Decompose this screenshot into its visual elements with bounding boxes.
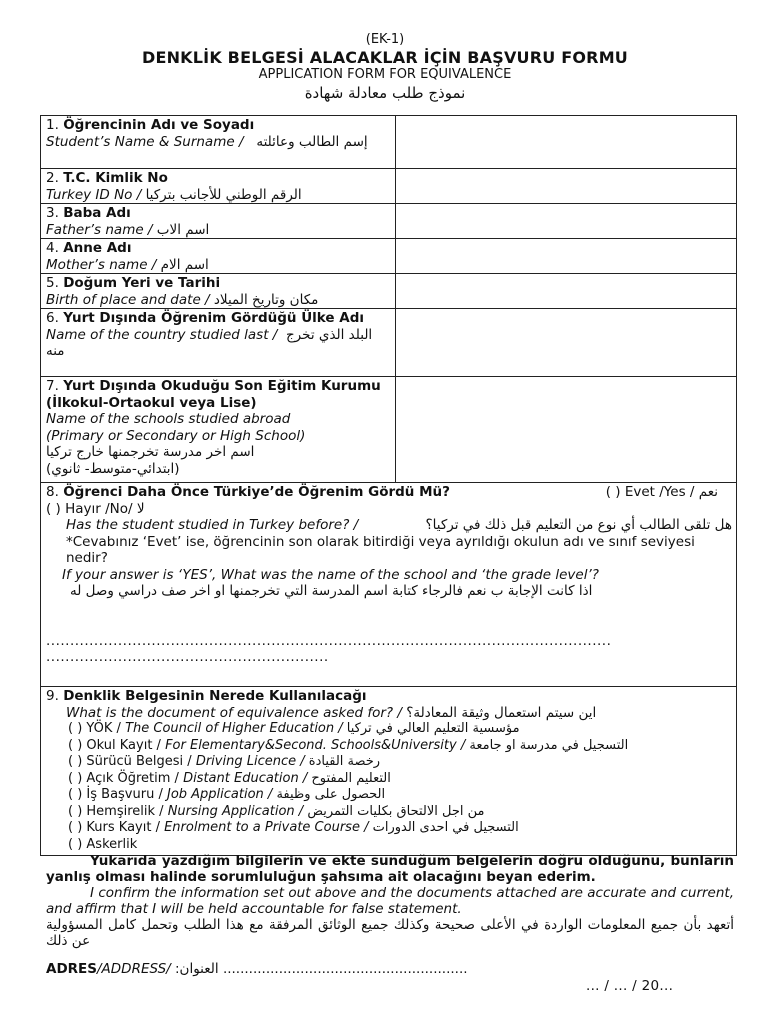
option-label-tr: ( ) Hemşirelik / (68, 803, 164, 819)
label-mother-name (41, 239, 396, 274)
input-birth-place-date[interactable] (396, 274, 737, 309)
label-last-school (41, 377, 396, 483)
field-label-ar: البلد الذي تخرج منه (46, 326, 373, 359)
question-studied-in-turkey (41, 483, 737, 687)
option-label-tr: ( ) YÖK / (68, 721, 121, 736)
field-number: 8. (46, 484, 59, 500)
option-military[interactable] (46, 837, 732, 854)
field-label-en: Mother’s name / (46, 256, 157, 273)
field-label-tr: Baba Adı (63, 205, 131, 221)
declaration-ar: أتعهد بأن جميع المعلومات الواردة في الأعلى صحيحة وكذلك جميع الوثائق المرفقة مع هذا الطلب وتحمل كامل المسؤولية عن ذلك (46, 917, 734, 949)
label-turkey-id (41, 169, 396, 204)
option-label-tr: ( ) Sürücü Belgesi / (68, 754, 192, 769)
option-label-ar: من اجل الالتحاق بكليات التمريض (307, 803, 485, 819)
field-label-en: Father’s name / (46, 221, 153, 238)
row-birth-place-date (41, 274, 737, 309)
label-birth-place-date (41, 274, 396, 309)
row-equivalence-use (41, 687, 737, 856)
field-label-ar: مكان وتاريخ الميلاد (213, 291, 319, 308)
option-label-ar: مؤسسية التعليم العالي في تركيا (346, 721, 520, 736)
option-yok[interactable] (46, 721, 732, 738)
declaration (46, 853, 734, 949)
declaration-en: I confirm the information set out above and the documents attached are accurate and current, and affirm that I will be held accountable for false statement. (46, 885, 734, 917)
followup-tr: *Cevabınız ‘Evet’ ise, öğrencinin son olarak bitirdiği veya ayrıldığı okulun adı ve sınıf seviyesi nedir? (66, 533, 695, 566)
field-number: 1. (46, 117, 59, 133)
row-mother-name (41, 239, 737, 274)
yes-option[interactable]: ( ) Evet /Yes / نعم (605, 484, 718, 500)
field-label-en: Turkey ID No / (46, 186, 142, 203)
label-father-name (41, 204, 396, 239)
option-label-en: Enrolment to a Private Course / (164, 820, 369, 835)
date-field[interactable]: ... / ... / 20... (586, 978, 674, 994)
option-label-ar: التسجيل في مدرسة او جامعة (469, 737, 629, 753)
field-label-ar: اسم اخر مدرسة تخرجمنها خارج تركيا (46, 444, 255, 460)
option-distant-education[interactable] (46, 771, 732, 788)
row-last-school (41, 377, 737, 483)
option-label-tr: ( ) Askerlik (68, 836, 138, 852)
label-student-name (41, 116, 396, 169)
option-label-en: The Council of Higher Education / (125, 721, 343, 736)
option-label-ar: رخصة القيادة (308, 754, 381, 769)
field-number: 9. (46, 688, 59, 704)
address-line (46, 961, 468, 978)
option-label-tr: ( ) İş Başvuru / (68, 787, 163, 802)
form-subtitle-en: APPLICATION FORM FOR EQUIVALENCE (258, 67, 512, 82)
field-label-ar-2: (ابتدائي-متوسط- ثانوي) (46, 460, 180, 477)
form-title: DENKLİK BELGESİ ALACAKLAR İÇİN BAŞVURU FORMU (141, 48, 629, 67)
question-label-ar: هل تلقى الطالب أي نوع من التعليم قبل ذلك في تركيا؟ (425, 517, 732, 533)
input-student-name[interactable] (396, 116, 737, 169)
option-label-en: Distant Education / (183, 770, 308, 786)
input-father-name[interactable] (396, 204, 737, 239)
declaration-tr: Yukarıda yazdığım bilgilerin ve ekte sunduğum belgelerin doğru olduğunu, bunların yanlış olması halinde sorumluluğun şahsıma ait olacağını beyan ederim. (46, 853, 734, 885)
field-label-ar: إسم الطالب وعائلته (256, 133, 368, 150)
field-label-tr: Öğrencinin Adı ve Soyadı (63, 117, 255, 133)
question-label-ar: اين سيتم استعمال وثيقة المعادلة؟ (406, 704, 597, 721)
followup-ar: اذا كانت الإجابة ب نعم فالرجاء كتابة اسم المدرسة التي تخرجمنها او اخر صف دراسي وصل له (70, 583, 593, 599)
field-label-tr: Yurt Dışında Öğrenim Gördüğü Ülke Adı (63, 310, 365, 326)
row-father-name (41, 204, 737, 239)
option-label-en: For Elementary&Second. Schools&University / (165, 737, 466, 753)
option-label-ar: التعليم المفتوح (311, 770, 391, 786)
field-label-tr: Doğum Yeri ve Tarihi (63, 275, 221, 291)
field-label-en-2: (Primary or Secondary or High School) (46, 427, 306, 444)
form-header (0, 32, 770, 103)
row-country-studied (41, 309, 737, 377)
followup-en: If your answer is ‘YES’, What was the name of the school and ‘the grade level’? (62, 566, 599, 583)
address-label-tr: ADRES (46, 961, 97, 977)
field-label-tr: T.C. Kimlik No (63, 170, 168, 186)
field-label-ar: الرقم الوطني للأجانب بتركيا (145, 186, 302, 203)
field-label-en: Name of the schools studied abroad (46, 411, 291, 427)
option-label-ar: التسجيل في احدى الدورات (372, 820, 519, 835)
annex-label: (EK-1) (365, 32, 405, 47)
field-label-tr: Anne Adı (63, 240, 132, 256)
row-student-name (41, 116, 737, 169)
address-label-en: /ADDRESS/ (97, 961, 171, 977)
field-number: 4. (46, 240, 59, 256)
address-input-line[interactable]: ......................................................... (222, 961, 468, 977)
field-label-tr: Yurt Dışında Okuduğu Son Eğitim Kurumu (İlkokul-Ortaokul veya Lise) (46, 378, 381, 411)
question-label-en: What is the document of equivalence asked for? / (66, 704, 402, 721)
row-studied-in-turkey (41, 483, 737, 687)
field-number: 6. (46, 310, 59, 326)
option-label-en: Job Application / (166, 787, 273, 802)
school-answer-line-2[interactable]: ........................................................... (46, 649, 329, 665)
address-label-ar: العنوان: (175, 961, 219, 977)
option-label-tr: ( ) Kurs Kayıt / (68, 820, 160, 835)
form-subtitle-ar: نموذج طلب معادلة شهادة (304, 84, 466, 102)
option-label-tr: ( ) Açık Öğretim / (68, 770, 179, 786)
field-number: 3. (46, 205, 59, 221)
field-label-en: Birth of place and date / (46, 291, 210, 308)
option-course-enrolment[interactable] (46, 820, 732, 837)
option-label-ar: الحصول على وظيفة (276, 787, 386, 802)
option-school-registration[interactable] (46, 738, 732, 755)
question-label-tr: Öğrenci Daha Önce Türkiye’de Öğrenim Gördü Mü? (63, 484, 450, 500)
input-turkey-id[interactable] (396, 169, 737, 204)
field-number: 7. (46, 378, 59, 394)
question-label-en: Has the student studied in Turkey before? / (66, 517, 359, 533)
label-country-studied (41, 309, 396, 377)
field-label-en: Name of the country studied last / (46, 326, 278, 343)
field-number: 5. (46, 275, 59, 291)
option-driving-licence[interactable] (46, 754, 732, 771)
no-option[interactable]: ( ) Hayır /No/ لا (46, 500, 145, 517)
input-country-studied[interactable] (396, 309, 737, 377)
option-nursing[interactable] (46, 804, 732, 821)
question-equivalence-use (41, 687, 737, 856)
option-job-application[interactable] (46, 787, 732, 804)
field-number: 2. (46, 170, 59, 186)
question-label-tr: Denklik Belgesinin Nerede Kullanılacağı (63, 688, 367, 704)
row-turkey-id (41, 169, 737, 204)
option-label-en: Nursing Application / (167, 803, 304, 819)
field-label-en: Student’s Name & Surname / (46, 133, 244, 150)
school-answer-line-1[interactable]: ...................................................................................................................... (46, 632, 612, 649)
field-label-ar: اسم الام (160, 256, 209, 273)
input-mother-name[interactable] (396, 239, 737, 274)
field-label-ar: اسم الاب (156, 221, 210, 238)
application-form-table (40, 115, 737, 856)
option-label-en: Driving Licence / (195, 754, 305, 769)
input-last-school[interactable] (396, 377, 737, 483)
option-label-tr: ( ) Okul Kayıt / (68, 737, 161, 753)
